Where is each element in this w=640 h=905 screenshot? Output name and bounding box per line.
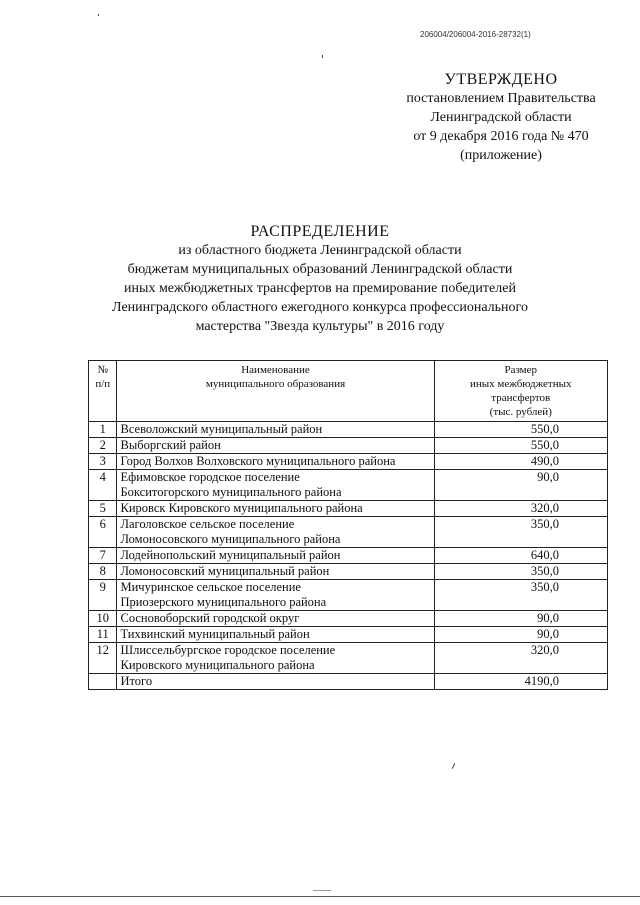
row-name (117, 564, 434, 580)
row-value: 90,0 (434, 470, 607, 501)
row-name-line: Мичуринское сельское поселение (120, 580, 301, 594)
row-value: 90,0 (434, 627, 607, 643)
row-name-line: Ломоносовский муниципальный район (120, 564, 330, 578)
row-name-line: Кировск Кировского муниципального района (120, 501, 363, 515)
header-name (117, 361, 434, 422)
row-name-line: Всеволожский муниципальный район (120, 422, 323, 436)
row-name-line: Кировского муниципального района (120, 658, 315, 672)
row-value: 350,0 (434, 580, 607, 611)
header-name-line: Наименование (241, 364, 310, 376)
row-num: 12 (89, 643, 117, 674)
row-value: 640,0 (434, 548, 607, 564)
scan-speck (322, 55, 323, 58)
approval-line: постановлением Правительства (406, 91, 596, 106)
header-num-line: п/п (95, 378, 111, 390)
scan-speck (452, 763, 455, 769)
row-num: 8 (89, 564, 117, 580)
row-value: 320,0 (434, 501, 607, 517)
document-id: 206004/206004-2016-28732(1) (420, 30, 531, 39)
row-name (117, 517, 434, 548)
row-name-line: Приозерского муниципального района (120, 595, 327, 609)
heading-line: мастерства "Звезда культуры" в 2016 году (195, 319, 445, 334)
table-header-row (89, 361, 608, 422)
row-value: 550,0 (434, 422, 607, 438)
row-name (117, 470, 434, 501)
row-num: 2 (89, 438, 117, 454)
total-row (89, 674, 608, 690)
row-num: 10 (89, 611, 117, 627)
total-label: Итого (117, 674, 434, 690)
row-value: 320,0 (434, 643, 607, 674)
approval-title: УТВЕРЖДЕНО (444, 71, 558, 88)
scan-bottom-line (0, 896, 640, 897)
table-row (89, 548, 608, 564)
header-value (434, 361, 607, 422)
header-value-line: (тыс. рублей) (489, 406, 552, 418)
total-num (89, 674, 117, 690)
row-value: 350,0 (434, 517, 607, 548)
approval-line: от 9 декабря 2016 года № 470 (413, 129, 589, 144)
row-name-line: Бокситогорского муниципального района (120, 485, 342, 499)
row-name (117, 438, 434, 454)
row-name (117, 611, 434, 627)
table-row (89, 470, 608, 501)
row-name-line: Город Волхов Волховского муниципального района (120, 454, 396, 468)
row-name-line: Лодейнопольский муниципальный район (120, 548, 341, 562)
approval-block (386, 70, 616, 165)
table-row (89, 501, 608, 517)
table-row (89, 627, 608, 643)
row-name-line: Лаголовское сельское поселение (120, 517, 295, 531)
row-name (117, 627, 434, 643)
row-num: 1 (89, 422, 117, 438)
scan-speck (313, 890, 331, 891)
row-value: 550,0 (434, 438, 607, 454)
row-num: 9 (89, 580, 117, 611)
document-heading (110, 222, 530, 336)
row-num: 7 (89, 548, 117, 564)
row-value: 350,0 (434, 564, 607, 580)
row-value: 90,0 (434, 611, 607, 627)
row-name (117, 580, 434, 611)
table-row (89, 611, 608, 627)
row-num: 11 (89, 627, 117, 643)
header-value-line: иных межбюджетных (470, 378, 572, 390)
total-value: 4190,0 (434, 674, 607, 690)
row-num: 3 (89, 454, 117, 470)
row-name (117, 501, 434, 517)
scan-speck (98, 14, 99, 16)
row-name (117, 643, 434, 674)
row-name-line: Тихвинский муниципальный район (120, 627, 310, 641)
heading-line: Ленинградского областного ежегодного конкурса профессионального (112, 300, 528, 315)
row-num: 6 (89, 517, 117, 548)
distribution-table (88, 360, 608, 690)
row-name-line: Ломоносовского муниципального района (120, 532, 341, 546)
approval-line: Ленинградской области (430, 110, 572, 125)
heading-line: из областного бюджета Ленинградской области (178, 243, 462, 258)
table-row (89, 580, 608, 611)
table-row (89, 517, 608, 548)
header-num (89, 361, 117, 422)
row-name-line: Выборгский район (120, 438, 221, 452)
header-name-line: муниципального образования (205, 378, 346, 390)
header-value-line: Размер (504, 364, 538, 376)
table-row (89, 564, 608, 580)
header-num-line: № (97, 364, 108, 376)
heading-line: иных межбюджетных трансфертов на премирование победителей (124, 281, 516, 296)
row-name-line: Сосновоборский городской округ (120, 611, 300, 625)
heading-line: бюджетам муниципальных образований Ленинградской области (127, 262, 513, 277)
row-value: 490,0 (434, 454, 607, 470)
approval-line: (приложение) (460, 148, 542, 163)
table-row (89, 643, 608, 674)
table-row (89, 454, 608, 470)
table-row (89, 422, 608, 438)
row-name (117, 422, 434, 438)
row-name-line: Ефимовское городское поселение (120, 470, 300, 484)
row-name-line: Шлиссельбургское городское поселение (120, 643, 336, 657)
table-row (89, 438, 608, 454)
row-num: 5 (89, 501, 117, 517)
row-name (117, 454, 434, 470)
document-title: РАСПРЕДЕЛЕНИЕ (250, 223, 390, 240)
header-value-line: трансфертов (491, 392, 551, 404)
row-num: 4 (89, 470, 117, 501)
row-name (117, 548, 434, 564)
